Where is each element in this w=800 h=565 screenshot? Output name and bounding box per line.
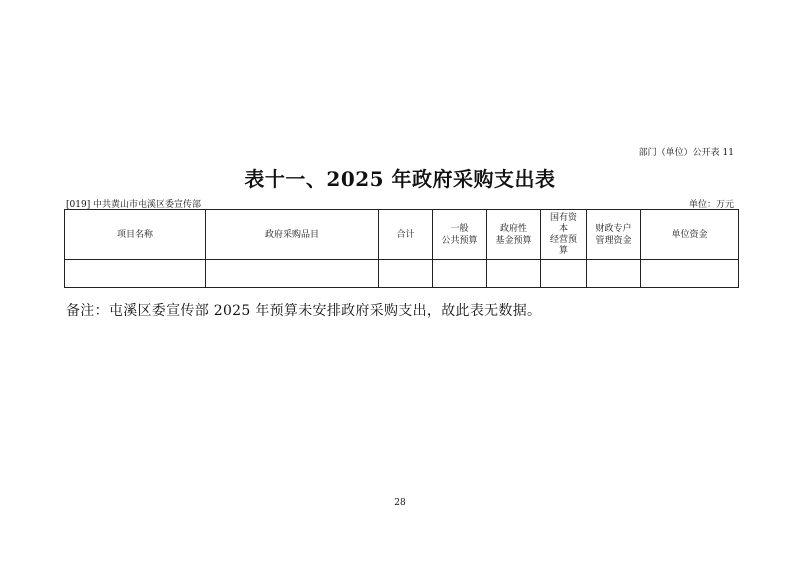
col-header-fund-budget: 政府性 基金预算 [487, 210, 541, 260]
table-cell [641, 260, 739, 288]
col-header-unit-funds: 单位资金 [641, 210, 739, 260]
unit-name: [019] 中共黄山市屯溪区委宣传部 [66, 200, 202, 210]
table-row [65, 260, 739, 288]
col-header-project-name: 项目名称 [65, 210, 206, 260]
table-cell [587, 260, 641, 288]
col-header-state-capital-budget: 国有资 本 经营预 算 [541, 210, 587, 260]
procurement-table [64, 209, 739, 288]
table-cell [206, 260, 379, 288]
col-header-special-account: 财政专户 管理资金 [587, 210, 641, 260]
table-cell [541, 260, 587, 288]
table-cell [487, 260, 541, 288]
table-header-row [65, 210, 739, 260]
table-cell [433, 260, 487, 288]
page-code: 部门（单位）公开表 11 [638, 148, 734, 158]
table-cell [65, 260, 206, 288]
page-title: 表十一、2025 年政府采购支出表 [244, 167, 556, 191]
col-header-general-budget: 一般 公共预算 [433, 210, 487, 260]
table-cell [379, 260, 433, 288]
page-number: 28 [394, 498, 406, 508]
footnote: 备注：屯溪区委宣传部 2025 年预算未安排政府采购支出，故此表无数据。 [66, 303, 542, 319]
unit-label: 单位：万元 [688, 200, 734, 210]
col-header-procurement-item: 政府采购品目 [206, 210, 379, 260]
col-header-total: 合计 [379, 210, 433, 260]
